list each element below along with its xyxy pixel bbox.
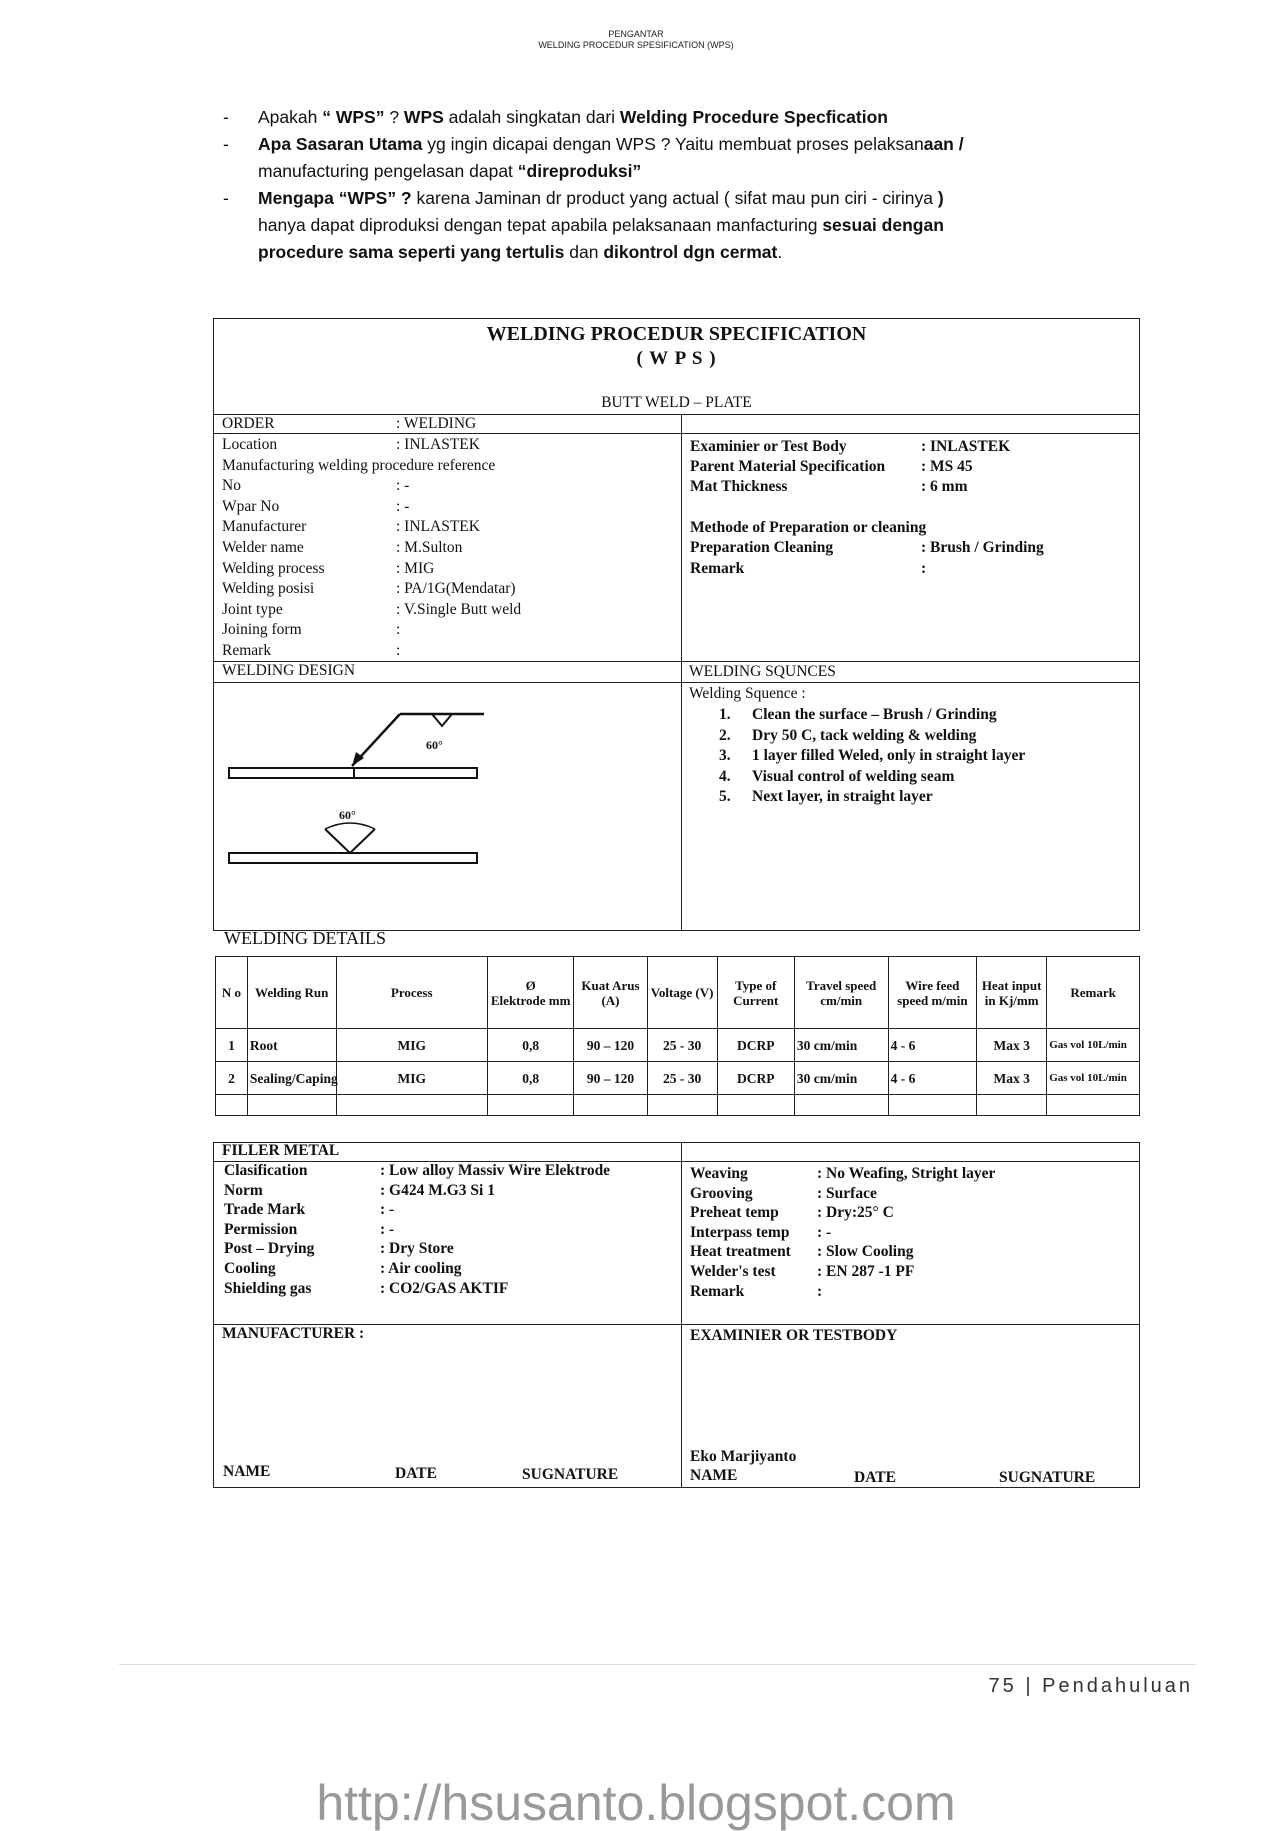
section-name: Pendahuluan [1042, 1675, 1193, 1697]
field-label: Welding process [222, 559, 325, 577]
field-label: No [222, 477, 241, 495]
col-no: N o [216, 957, 248, 1029]
field-label: Mat Thickness [690, 478, 788, 495]
cell-travel: 30 cm/min [794, 1062, 888, 1095]
page-footer [989, 1675, 1193, 1698]
divider [681, 414, 682, 931]
text: dan [564, 242, 604, 262]
text-bold: sesuai dengan [822, 215, 944, 235]
field-label: Wpar No [222, 497, 280, 515]
welding-sequence-label: WELDING SQUNCES [689, 663, 836, 680]
col-remark: Remark [1047, 957, 1140, 1029]
field-value: : MIG [396, 559, 435, 577]
field-label: Manufacturing welding procedure reference [222, 456, 496, 474]
field-label: Examinier or Test Body [690, 438, 847, 455]
angle-label-2: 60° [339, 808, 356, 822]
sig-sign-right: SUGNATURE [999, 1469, 1096, 1486]
bullet-1: - Apakah “ WPS” ? WPS adalah singkatan dari Welding Procedure Specfication [223, 107, 888, 127]
text: karena Jaminan dr product yang actual ( sifat mau pun ciri - cirinya [411, 188, 938, 208]
col-arus: Kuat Arus (A) [574, 957, 647, 1029]
form-type: BUTT WELD – PLATE [601, 394, 752, 411]
field-value: : M.Sulton [396, 539, 463, 556]
v-groove-profile [325, 829, 375, 853]
field-label: Parent Material Specification [690, 458, 886, 475]
welding-sequence-sub: Welding Squence : [689, 685, 806, 702]
col-process: Process [336, 957, 487, 1029]
angle-label-1: 60° [426, 738, 443, 752]
text-bold: aan / [923, 134, 964, 154]
cell-wire: 4 - 6 [888, 1062, 977, 1095]
divider [213, 414, 1140, 415]
welding-design-drawing [222, 690, 492, 870]
field-label: Remark [222, 642, 272, 659]
field-label: Cooling [224, 1260, 276, 1277]
page-number: 75 [988, 1675, 1017, 1697]
diameter-icon: Ø [525, 977, 536, 993]
filler-metal-label: FILLER METAL [222, 1142, 340, 1159]
field-value: : 6 mm [921, 478, 968, 495]
field-label: Joint type [222, 600, 283, 618]
text-bold: Mengapa “WPS” ? [258, 188, 412, 208]
plate-bottom [229, 853, 477, 863]
field-value: : [921, 560, 927, 577]
bullet-3-cont-2 [223, 239, 1123, 266]
field-label: Trade Mark [224, 1201, 306, 1219]
divider [213, 1161, 1140, 1162]
footer-divider [119, 1664, 1196, 1665]
text-bold: “ WPS” [322, 107, 385, 127]
text: ? [384, 107, 404, 127]
field-label: Weaving [690, 1165, 748, 1182]
field-label: Interpass temp [690, 1223, 790, 1241]
cell-current: DCRP [717, 1029, 794, 1062]
field-label: Methode of Preparation or cleaning [690, 519, 927, 536]
col-current: Type of Current [717, 957, 794, 1029]
table-row [216, 1029, 1140, 1062]
field-label: Welding posisi [222, 580, 315, 598]
cell-wire: 4 - 6 [888, 1029, 977, 1062]
sequence-number: 3. [719, 747, 731, 765]
cell-process: MIG [336, 1062, 487, 1095]
v-groove-symbol [432, 714, 452, 726]
examiner-label: EXAMINIER OR TESTBODY [690, 1327, 898, 1344]
field-value: : G424 M.G3 Si 1 [380, 1181, 495, 1199]
field-value: : No Weafing, Stright layer [817, 1165, 996, 1182]
field-value: : V.Single Butt weld [396, 600, 522, 618]
bullet-2: - Apa Sasaran Utama yg ingin dicapai dengan WPS ? Yaitu membuat proses pelaksanaan / [223, 134, 964, 154]
field-value: : INLASTEK [396, 436, 480, 453]
sequence-step: Visual control of welding seam [752, 767, 955, 785]
cell-heat: Max 3 [977, 1062, 1047, 1095]
cell-travel: 30 cm/min [794, 1029, 888, 1062]
field-value: : [817, 1282, 823, 1300]
field-value: : Dry:25° C [817, 1204, 894, 1222]
text: manufacturing pengelasan dapat [258, 161, 518, 181]
examiner-name: Eko Marjiyanto [690, 1448, 797, 1465]
field-value: : EN 287 -1 PF [817, 1263, 915, 1280]
sequence-number: 4. [719, 767, 731, 785]
sig-name-right: NAME [690, 1467, 738, 1484]
field-value: : [396, 642, 401, 659]
field-value: : MS 45 [921, 458, 973, 475]
field-label: Remark [690, 1282, 745, 1300]
text-bold: Apa Sasaran Utama [258, 134, 423, 154]
field-label: Joining form [222, 621, 302, 639]
sig-name-left: NAME [223, 1463, 271, 1480]
table-row [216, 1062, 1140, 1095]
cell-run: Sealing/Caping [247, 1062, 336, 1095]
field-value: : Surface [817, 1184, 877, 1202]
form-title: WELDING PROCEDUR SPECIFICATION [486, 323, 867, 345]
cell-elek: 0,8 [487, 1062, 574, 1095]
field-label: Norm [224, 1181, 263, 1199]
field-value: : - [380, 1220, 395, 1238]
cell-heat: Max 3 [977, 1029, 1047, 1062]
text: yg ingin dicapai dengan WPS ? Yaitu membuat proses pelaksan [422, 134, 924, 154]
field-label: Welder name [222, 539, 304, 556]
field-value: : - [396, 497, 410, 515]
field-value: : Slow Cooling [817, 1243, 914, 1261]
field-value: : CO2/GAS AKTIF [380, 1279, 509, 1297]
cell-arus: 90 – 120 [574, 1062, 647, 1095]
sequence-number: 2. [719, 726, 731, 744]
welding-details-label: WELDING DETAILS [224, 928, 387, 948]
header-line-2: WELDING PROCEDUR SPESIFICATION (WPS) [538, 40, 734, 50]
text-bold: “direproduksi” [517, 161, 642, 181]
field-value: : INLASTEK [396, 518, 480, 536]
table-header-row [216, 957, 1140, 1029]
text: Apakah [258, 107, 323, 127]
cell-arus: 90 – 120 [574, 1029, 647, 1062]
sig-date-left: DATE [395, 1465, 437, 1482]
col-voltage: Voltage (V) [647, 957, 717, 1029]
bullet-3-cont-1 [223, 212, 1123, 239]
text-bold: Welding Procedure Specfication [619, 107, 888, 127]
field-value: : PA/1G(Mendatar) [396, 580, 516, 598]
sequence-number: 1. [719, 706, 731, 723]
field-label: Manufacturer [222, 518, 307, 536]
text: adalah singkatan dari [443, 107, 620, 127]
field-value: : - [817, 1223, 832, 1241]
cell-volt: 25 - 30 [647, 1062, 717, 1095]
table-row-empty [216, 1095, 1140, 1116]
cell-no: 2 [216, 1062, 248, 1095]
field-label: Preheat temp [690, 1204, 779, 1222]
sequence-step: Next layer, in straight layer [752, 788, 933, 806]
field-label: Location [222, 436, 278, 453]
field-label: Permission [224, 1220, 298, 1238]
text-bold: dikontrol dgn cermat [603, 242, 778, 262]
bullet-3: - Mengapa “WPS” ? karena Jaminan dr product yang actual ( sifat mau pun ciri - cirinya ) [223, 188, 944, 208]
sequence-step: 1 layer filled Weled, only in straight layer [752, 747, 1026, 765]
field-label: Post – Drying [224, 1240, 315, 1258]
col-elektrode-label: Elektrode mm [490, 992, 571, 1008]
cell-volt: 25 - 30 [647, 1029, 717, 1062]
text: hanya dapat diproduksi dengan tepat apabila pelaksanaan manfacturing [258, 215, 823, 235]
field-label: Welder's test [690, 1263, 776, 1280]
watermark-url: http://hsusanto.blogspot.com [316, 1775, 956, 1831]
field-value: : Dry Store [380, 1240, 454, 1258]
running-header [0, 29, 1272, 51]
sequence-step: Clean the surface – Brush / Grinding [752, 706, 997, 723]
page-separator: | [1025, 1675, 1034, 1697]
welding-design-label: WELDING DESIGN [222, 662, 356, 679]
welding-details-table [215, 956, 1140, 1116]
field-label: Remark [690, 560, 745, 577]
col-heat: Heat input in Kj/mm [977, 957, 1047, 1029]
sequence-step: Dry 50 C, tack welding & welding [752, 726, 977, 744]
order-value: : WELDING [396, 415, 477, 432]
field-label: Grooving [690, 1184, 753, 1202]
col-wire: Wire feed speed m/min [888, 957, 977, 1029]
divider [213, 433, 1140, 434]
col-run: Welding Run [247, 957, 336, 1029]
field-value: : Brush / Grinding [921, 539, 1044, 556]
field-value: : Low alloy Massiv Wire Elektrode [380, 1162, 611, 1179]
sequence-number: 5. [719, 788, 731, 806]
bullet-2-cont [223, 158, 1123, 185]
text-bold: ) [937, 188, 944, 208]
field-value: : [396, 621, 401, 639]
intro-bullets [223, 104, 1123, 266]
manufacturer-label: MANUFACTURER : [222, 1325, 365, 1342]
col-elektrode [487, 957, 574, 1029]
wps-form-bottom [213, 1142, 1140, 1488]
text-bold: WPS [403, 107, 444, 127]
field-value: : - [396, 477, 410, 495]
field-value: : Air cooling [380, 1260, 462, 1277]
divider [681, 1142, 682, 1488]
cell-remark: Gas vol 10L/min [1047, 1029, 1140, 1062]
cell-process: MIG [336, 1029, 487, 1062]
cell-run: Root [247, 1029, 336, 1062]
cell-no: 1 [216, 1029, 248, 1062]
field-value: : - [380, 1201, 395, 1219]
field-value: : INLASTEK [921, 438, 1011, 455]
cell-remark: Gas vol 10L/min [1047, 1062, 1140, 1095]
text: . [777, 242, 783, 262]
divider [213, 682, 1140, 683]
order-label: ORDER [222, 415, 275, 432]
col-travel: Travel speed cm/min [794, 957, 888, 1029]
form-subtitle: ( W P S ) [636, 348, 717, 369]
field-label: Shielding gas [224, 1279, 312, 1297]
field-label: Clasification [224, 1162, 308, 1179]
cell-elek: 0,8 [487, 1029, 574, 1062]
field-label: Preparation Cleaning [690, 539, 834, 556]
field-label: Heat treatment [690, 1243, 791, 1261]
header-line-1: PENGANTAR [608, 29, 664, 39]
sig-sign-left: SUGNATURE [522, 1466, 619, 1483]
sig-date-right: DATE [854, 1469, 896, 1486]
cell-current: DCRP [717, 1062, 794, 1095]
text-bold: procedure sama seperti yang tertulis [258, 242, 565, 262]
